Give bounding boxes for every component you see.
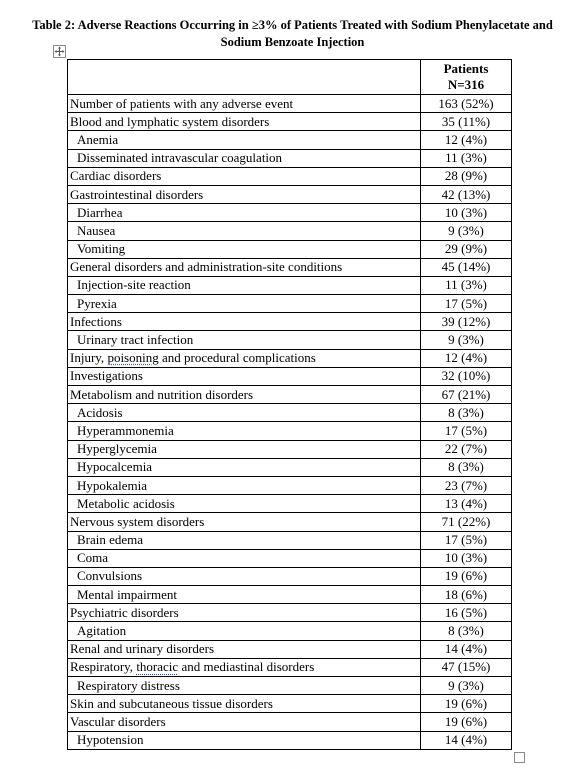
adverse-reactions-table <box>67 59 512 750</box>
header-patients-label: Patients <box>443 61 489 76</box>
table-body <box>68 95 512 750</box>
row-label: Nervous system disorders <box>70 513 205 529</box>
row-value: 28 (9%) <box>444 168 488 184</box>
row-label: Hypokalemia <box>77 477 148 493</box>
table-row <box>68 113 512 131</box>
row-value-cell[interactable] <box>421 458 512 476</box>
row-label: Brain edema <box>77 532 144 548</box>
table-row <box>68 513 512 531</box>
row-value: 29 (9%) <box>444 241 488 257</box>
row-value-cell[interactable] <box>421 513 512 531</box>
row-label: Renal and urinary disorders <box>70 641 215 657</box>
row-value: 8 (3%) <box>448 623 484 639</box>
table-row <box>68 295 512 313</box>
row-label-cell[interactable] <box>68 622 421 640</box>
table-row <box>68 204 512 222</box>
table-caption <box>0 17 585 51</box>
row-value-cell[interactable] <box>421 622 512 640</box>
row-label: Hyperammonemia <box>77 422 174 438</box>
row-label-cell[interactable] <box>68 495 421 513</box>
row-label-cell[interactable] <box>68 658 421 676</box>
row-label-cell[interactable] <box>68 440 421 458</box>
table-row <box>68 422 512 440</box>
row-value-cell[interactable] <box>421 313 512 331</box>
table-row <box>68 677 512 695</box>
row-value: 22 (7%) <box>444 441 488 457</box>
row-label: Convulsions <box>77 568 143 584</box>
row-label-cell[interactable] <box>68 640 421 658</box>
row-value-cell[interactable] <box>421 713 512 731</box>
row-value-cell[interactable] <box>421 95 512 113</box>
table-row <box>68 222 512 240</box>
row-label-cell[interactable] <box>68 349 421 367</box>
row-value-cell[interactable] <box>421 440 512 458</box>
row-value: 16 (5%) <box>444 604 488 620</box>
row-label: Metabolic acidosis <box>77 495 175 511</box>
row-label-cell[interactable] <box>68 404 421 422</box>
spellcheck-flag: thoracic <box>136 659 179 675</box>
row-label: Injury, poisoning and procedural complications <box>70 350 316 366</box>
row-label-cell[interactable] <box>68 386 421 404</box>
table-row <box>68 531 512 549</box>
row-value-cell[interactable] <box>421 549 512 567</box>
row-label: Vomiting <box>77 241 126 257</box>
row-label-cell[interactable] <box>68 295 421 313</box>
row-label-cell[interactable] <box>68 458 421 476</box>
row-value: 9 (3%) <box>448 332 484 348</box>
row-label-cell[interactable] <box>68 185 421 203</box>
row-value-cell[interactable] <box>421 276 512 294</box>
row-label-cell[interactable] <box>68 313 421 331</box>
table-row <box>68 131 512 149</box>
row-value-cell[interactable] <box>421 422 512 440</box>
row-label-cell[interactable] <box>68 95 421 113</box>
row-label: Mental impairment <box>77 586 178 602</box>
row-label-cell[interactable] <box>68 713 421 731</box>
row-label: Number of patients with any adverse event <box>70 95 294 111</box>
row-label-cell[interactable] <box>68 513 421 531</box>
row-label: Injection-site reaction <box>77 277 191 293</box>
header-cell-patients[interactable] <box>421 60 512 95</box>
row-value-cell[interactable] <box>421 331 512 349</box>
row-value: 17 (5%) <box>444 532 488 548</box>
table-row <box>68 149 512 167</box>
row-label: Urinary tract infection <box>77 332 194 348</box>
row-label-cell[interactable] <box>68 258 421 276</box>
table-row <box>68 349 512 367</box>
row-value: 8 (3%) <box>448 459 484 475</box>
row-label-cell[interactable] <box>68 549 421 567</box>
row-value: 9 (3%) <box>448 677 484 693</box>
spellcheck-flag: poisoning <box>107 350 159 366</box>
row-label: Cardiac disorders <box>70 168 162 184</box>
table-row <box>68 731 512 749</box>
table-row <box>68 167 512 185</box>
row-value-cell[interactable] <box>421 185 512 203</box>
row-label-cell[interactable] <box>68 222 421 240</box>
row-value-cell[interactable] <box>421 495 512 513</box>
row-value-cell[interactable] <box>421 567 512 585</box>
row-value-cell[interactable] <box>421 149 512 167</box>
row-value-cell[interactable] <box>421 349 512 367</box>
row-label-cell[interactable] <box>68 695 421 713</box>
row-label-cell[interactable] <box>68 567 421 585</box>
row-value-cell[interactable] <box>421 404 512 422</box>
row-label: Diarrhea <box>77 204 123 220</box>
row-label-cell[interactable] <box>68 276 421 294</box>
row-value-cell[interactable] <box>421 167 512 185</box>
row-label-cell[interactable] <box>68 367 421 385</box>
table-caption-line-1: Table 2: Adverse Reactions Occurring in ≥3% of Patients Treated with Sodium Phenylacetate and <box>32 18 553 32</box>
table-row <box>68 567 512 585</box>
row-value-cell[interactable] <box>421 204 512 222</box>
row-value: 32 (10%) <box>441 368 491 384</box>
row-label: Vascular disorders <box>70 713 166 729</box>
row-label: Blood and lymphatic system disorders <box>70 113 270 129</box>
table-header-row <box>68 60 512 95</box>
row-value: 13 (4%) <box>444 495 488 511</box>
row-value-cell[interactable] <box>421 295 512 313</box>
row-value: 19 (6%) <box>444 713 488 729</box>
row-label-cell[interactable] <box>68 677 421 695</box>
row-label-cell[interactable] <box>68 240 421 258</box>
row-label: Metabolism and nutrition disorders <box>70 386 254 402</box>
row-value: 47 (15%) <box>441 659 491 675</box>
row-label-cell[interactable] <box>68 331 421 349</box>
row-label: Psychiatric disorders <box>70 604 179 620</box>
row-value-cell[interactable] <box>421 367 512 385</box>
row-label-cell[interactable] <box>68 204 421 222</box>
table-resize-handle-icon[interactable] <box>514 752 525 763</box>
row-value: 11 (3%) <box>445 277 487 293</box>
row-value: 12 (4%) <box>444 350 488 366</box>
row-label-cell[interactable] <box>68 731 421 749</box>
row-value-cell[interactable] <box>421 658 512 676</box>
row-value: 17 (5%) <box>444 422 488 438</box>
row-value: 42 (13%) <box>441 186 491 202</box>
row-label-cell[interactable] <box>68 586 421 604</box>
row-value: 45 (14%) <box>441 259 491 275</box>
row-value-cell[interactable] <box>421 731 512 749</box>
row-value: 67 (21%) <box>441 386 491 402</box>
row-label-cell[interactable] <box>68 476 421 494</box>
row-value-cell[interactable] <box>421 586 512 604</box>
row-value: 9 (3%) <box>448 222 484 238</box>
table-row <box>68 276 512 294</box>
row-label: Acidosis <box>77 404 123 420</box>
table-row <box>68 549 512 567</box>
table-row <box>68 367 512 385</box>
row-label: Coma <box>77 550 109 566</box>
row-label-cell[interactable] <box>68 422 421 440</box>
row-value-cell[interactable] <box>421 476 512 494</box>
header-cell-blank[interactable] <box>68 60 421 95</box>
row-value: 10 (3%) <box>444 204 488 220</box>
row-value-cell[interactable] <box>421 222 512 240</box>
row-value: 19 (6%) <box>444 695 488 711</box>
table-row <box>68 258 512 276</box>
table-caption-line-2: Sodium Benzoate Injection <box>220 35 365 49</box>
row-label: Infections <box>70 313 122 329</box>
table-row <box>68 658 512 676</box>
table-row <box>68 495 512 513</box>
row-value-cell[interactable] <box>421 640 512 658</box>
row-value: 12 (4%) <box>444 131 488 147</box>
row-value-cell[interactable] <box>421 131 512 149</box>
table-row <box>68 713 512 731</box>
row-label: Disseminated intravascular coagulation <box>77 150 283 166</box>
table-row <box>68 185 512 203</box>
row-label: Hypotension <box>77 732 144 748</box>
row-value-cell[interactable] <box>421 531 512 549</box>
row-value-cell[interactable] <box>421 240 512 258</box>
table-row <box>68 95 512 113</box>
row-label-cell[interactable] <box>68 131 421 149</box>
row-value-cell[interactable] <box>421 113 512 131</box>
table-row <box>68 586 512 604</box>
table-row <box>68 331 512 349</box>
table-row <box>68 622 512 640</box>
row-value: 17 (5%) <box>444 295 488 311</box>
row-label: General disorders and administration-site conditions <box>70 259 343 275</box>
row-value: 14 (4%) <box>444 732 488 748</box>
row-label: Agitation <box>77 623 127 639</box>
row-value: 71 (22%) <box>441 513 491 529</box>
row-label: Anemia <box>77 131 119 147</box>
row-value-cell[interactable] <box>421 677 512 695</box>
table-row <box>68 695 512 713</box>
row-label-cell[interactable] <box>68 167 421 185</box>
row-value: 163 (52%) <box>438 95 494 111</box>
row-label: Respiratory, thoracic and mediastinal disorders <box>70 659 315 675</box>
row-value-cell[interactable] <box>421 386 512 404</box>
row-label-cell[interactable] <box>68 531 421 549</box>
row-value: 35 (11%) <box>441 113 491 129</box>
row-label: Investigations <box>70 368 143 384</box>
table-row <box>68 240 512 258</box>
row-value: 10 (3%) <box>444 550 488 566</box>
table-row <box>68 458 512 476</box>
row-value-cell[interactable] <box>421 258 512 276</box>
row-label: Skin and subcutaneous tissue disorders <box>70 695 273 711</box>
row-label: Hyperglycemia <box>77 441 157 457</box>
header-n-label: N=316 <box>447 77 485 92</box>
row-label-cell[interactable] <box>68 113 421 131</box>
row-value: 39 (12%) <box>441 313 491 329</box>
row-value-cell[interactable] <box>421 695 512 713</box>
row-value: 23 (7%) <box>444 477 488 493</box>
row-value: 8 (3%) <box>448 404 484 420</box>
table-row <box>68 386 512 404</box>
row-label-cell[interactable] <box>68 149 421 167</box>
table-row <box>68 640 512 658</box>
table-move-handle-icon[interactable] <box>53 45 66 58</box>
table-row <box>68 404 512 422</box>
row-value: 19 (6%) <box>444 568 488 584</box>
row-value: 18 (6%) <box>444 586 488 602</box>
table-row <box>68 476 512 494</box>
row-value-cell[interactable] <box>421 604 512 622</box>
row-label: Hypocalcemia <box>77 459 153 475</box>
row-label-cell[interactable] <box>68 604 421 622</box>
table-row <box>68 313 512 331</box>
table-row <box>68 604 512 622</box>
row-label: Pyrexia <box>77 295 117 311</box>
table-row <box>68 440 512 458</box>
row-label: Respiratory distress <box>77 677 180 693</box>
row-label: Gastrointestinal disorders <box>70 186 204 202</box>
row-label: Nausea <box>77 222 116 238</box>
row-value: 14 (4%) <box>444 641 488 657</box>
row-value: 11 (3%) <box>445 150 487 166</box>
